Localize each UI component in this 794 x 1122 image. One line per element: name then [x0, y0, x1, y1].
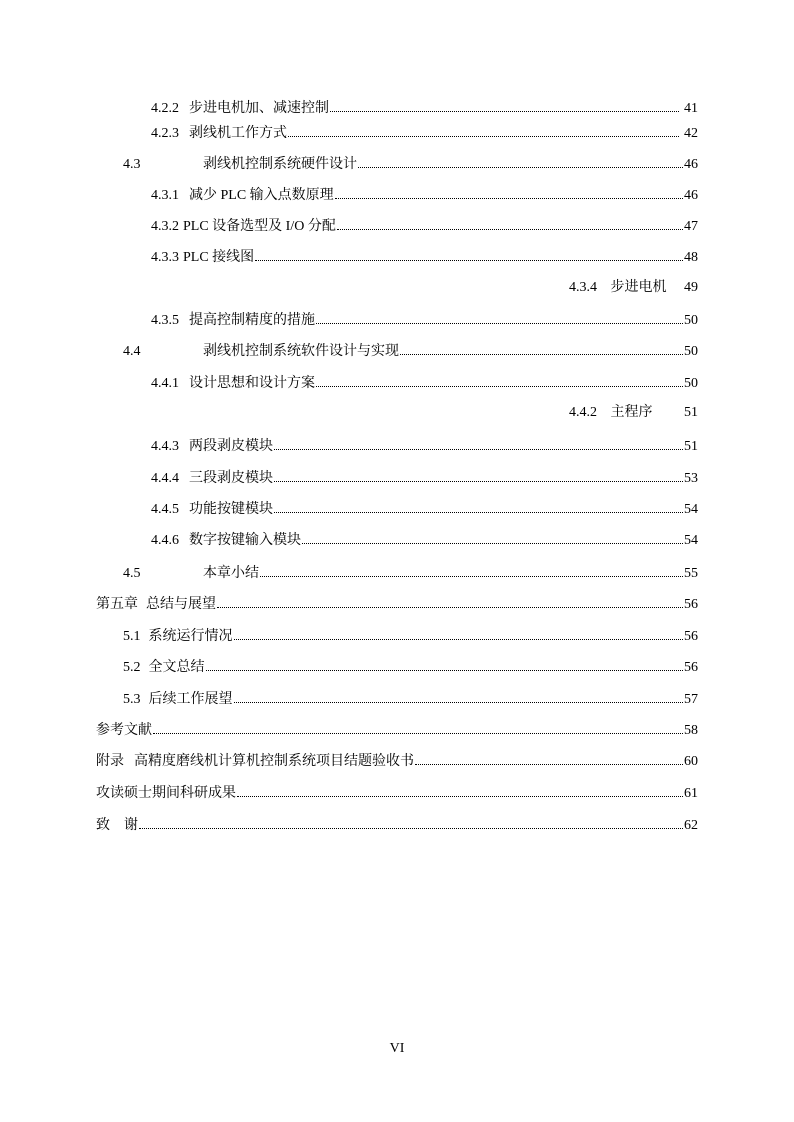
toc-title: 两段剥皮模块	[189, 439, 273, 454]
toc-leader	[237, 781, 683, 797]
toc-leader	[335, 183, 683, 199]
toc-number: 致	[96, 818, 110, 833]
toc-page: 55	[684, 566, 698, 581]
toc-page: 54	[684, 502, 698, 517]
toc-number: 4.4.1	[151, 376, 179, 391]
toc-entry[interactable]	[0, 466, 794, 488]
toc-leader	[139, 813, 683, 829]
toc-title: PLC 设备选型及 I/O 分配	[183, 219, 336, 234]
toc-leader	[400, 339, 683, 355]
toc-entry[interactable]	[0, 781, 794, 803]
toc-page: 46	[684, 157, 698, 172]
toc-leader	[337, 214, 683, 230]
toc-entry[interactable]	[0, 561, 794, 583]
toc-entry[interactable]	[0, 96, 794, 118]
toc-entry[interactable]	[0, 183, 794, 205]
toc-number: 4.3	[123, 157, 141, 172]
toc-number: 4.4	[123, 344, 141, 359]
toc-entry[interactable]	[0, 687, 794, 709]
toc-leader	[316, 308, 683, 324]
toc-entry[interactable]	[0, 528, 794, 550]
toc-number: 4.2.3	[151, 126, 179, 141]
toc-title: 总结与展望	[146, 597, 216, 612]
toc-page: 61	[684, 786, 698, 801]
page-number-footer: VI	[389, 1041, 405, 1056]
toc-entry[interactable]	[0, 277, 794, 299]
toc-entry[interactable]	[0, 339, 794, 361]
toc-title: 数字按键输入模块	[189, 533, 301, 548]
toc-leader	[415, 749, 683, 765]
toc-leader	[206, 655, 684, 671]
toc-entry[interactable]	[0, 655, 794, 677]
toc-title: 剥线机工作方式	[189, 126, 287, 141]
toc-entry[interactable]	[0, 624, 794, 646]
toc-number: 4.4.6	[151, 533, 179, 548]
toc-entry[interactable]	[0, 592, 794, 614]
toc-leader	[330, 96, 679, 112]
toc-title: 主程序	[610, 405, 653, 420]
toc-title: 后续工作展望	[148, 692, 233, 707]
toc-leader	[234, 624, 684, 640]
toc-title: 减少 PLC 输入点数原理	[189, 188, 334, 203]
toc-entry[interactable]	[0, 121, 794, 143]
toc-leader	[153, 718, 683, 734]
toc-leader	[260, 561, 683, 577]
toc-page: 47	[684, 219, 698, 234]
toc-entry[interactable]	[0, 371, 794, 393]
toc-title: PLC 接线图	[183, 250, 255, 265]
toc-entry[interactable]	[0, 813, 794, 835]
toc-page: 54	[684, 533, 698, 548]
toc-number: 4.3.3	[151, 250, 179, 265]
toc-number: 4.3.1	[151, 188, 179, 203]
toc-title: 步进电机	[610, 280, 667, 295]
toc-page: 58	[684, 723, 698, 738]
toc-number: 5.2	[123, 660, 141, 675]
toc-entry[interactable]	[0, 434, 794, 456]
toc-leader	[255, 245, 683, 261]
toc-title: 系统运行情况	[148, 629, 233, 644]
toc-leader	[302, 528, 683, 544]
toc-leader	[316, 371, 683, 387]
toc-page: 62	[684, 818, 698, 833]
toc-number: 4.3.4	[569, 280, 597, 295]
toc-page: 50	[684, 313, 698, 328]
toc-entry[interactable]	[0, 749, 794, 771]
toc-page: 48	[684, 250, 698, 265]
toc-entry[interactable]	[0, 497, 794, 519]
toc-title: 剥线机控制系统硬件设计	[203, 157, 357, 172]
toc-number: 4.4.3	[151, 439, 179, 454]
toc-title: 谢	[124, 818, 138, 833]
toc-title: 本章小结	[203, 566, 259, 581]
toc-page: 56	[684, 597, 698, 612]
toc-title: 剥线机控制系统软件设计与实现	[203, 344, 399, 359]
toc-title: 步进电机加、减速控制	[189, 101, 329, 116]
toc-leader	[274, 466, 683, 482]
toc-number: 4.3.2	[151, 219, 179, 234]
toc-page: 41	[684, 101, 698, 116]
toc-page: 42	[684, 126, 698, 141]
toc-title: 高精度磨线机计算机控制系统项目结题验收书	[134, 754, 414, 769]
toc-title: 设计思想和设计方案	[189, 376, 315, 391]
toc-number: 4.3.5	[151, 313, 179, 328]
toc-number: 附录	[96, 754, 124, 769]
toc-page: 50	[684, 344, 698, 359]
toc-page: 49	[684, 280, 698, 295]
toc-number: 4.5	[123, 566, 141, 581]
toc-entry[interactable]	[0, 402, 794, 424]
toc-leader	[358, 152, 683, 168]
toc-entry[interactable]	[0, 308, 794, 330]
toc-number: 5.1	[123, 629, 141, 644]
toc-page: 46	[684, 188, 698, 203]
toc-number: 4.2.2	[151, 101, 179, 116]
toc-page: 56	[684, 629, 698, 644]
toc-page: 60	[684, 754, 698, 769]
toc-entry[interactable]	[0, 718, 794, 740]
toc-title: 提高控制精度的措施	[189, 313, 315, 328]
toc-number: 4.4.4	[151, 471, 179, 486]
toc-page: 53	[684, 471, 698, 486]
toc-leader	[288, 121, 679, 137]
toc-title: 攻读硕士期间科研成果	[96, 786, 236, 801]
toc-page: 51	[684, 405, 698, 420]
toc-page: 56	[684, 660, 698, 675]
toc-leader	[234, 687, 684, 703]
toc-title: 参考文献	[96, 723, 152, 738]
toc-title: 三段剥皮模块	[189, 471, 273, 486]
toc-number: 4.4.2	[569, 405, 597, 420]
toc-number: 4.4.5	[151, 502, 179, 517]
toc-entry[interactable]	[0, 152, 794, 174]
toc-page: 50	[684, 376, 698, 391]
toc-leader	[274, 497, 683, 513]
toc-leader	[274, 434, 683, 450]
toc-leader	[217, 592, 683, 608]
toc-title: 全文总结	[148, 660, 205, 675]
toc-page: 51	[684, 439, 698, 454]
toc-page: 57	[684, 692, 698, 707]
toc-entry[interactable]	[0, 245, 794, 267]
toc-title: 功能按键模块	[189, 502, 273, 517]
toc-number: 第五章	[96, 597, 138, 612]
toc-number: 5.3	[123, 692, 141, 707]
toc-entry[interactable]	[0, 214, 794, 236]
